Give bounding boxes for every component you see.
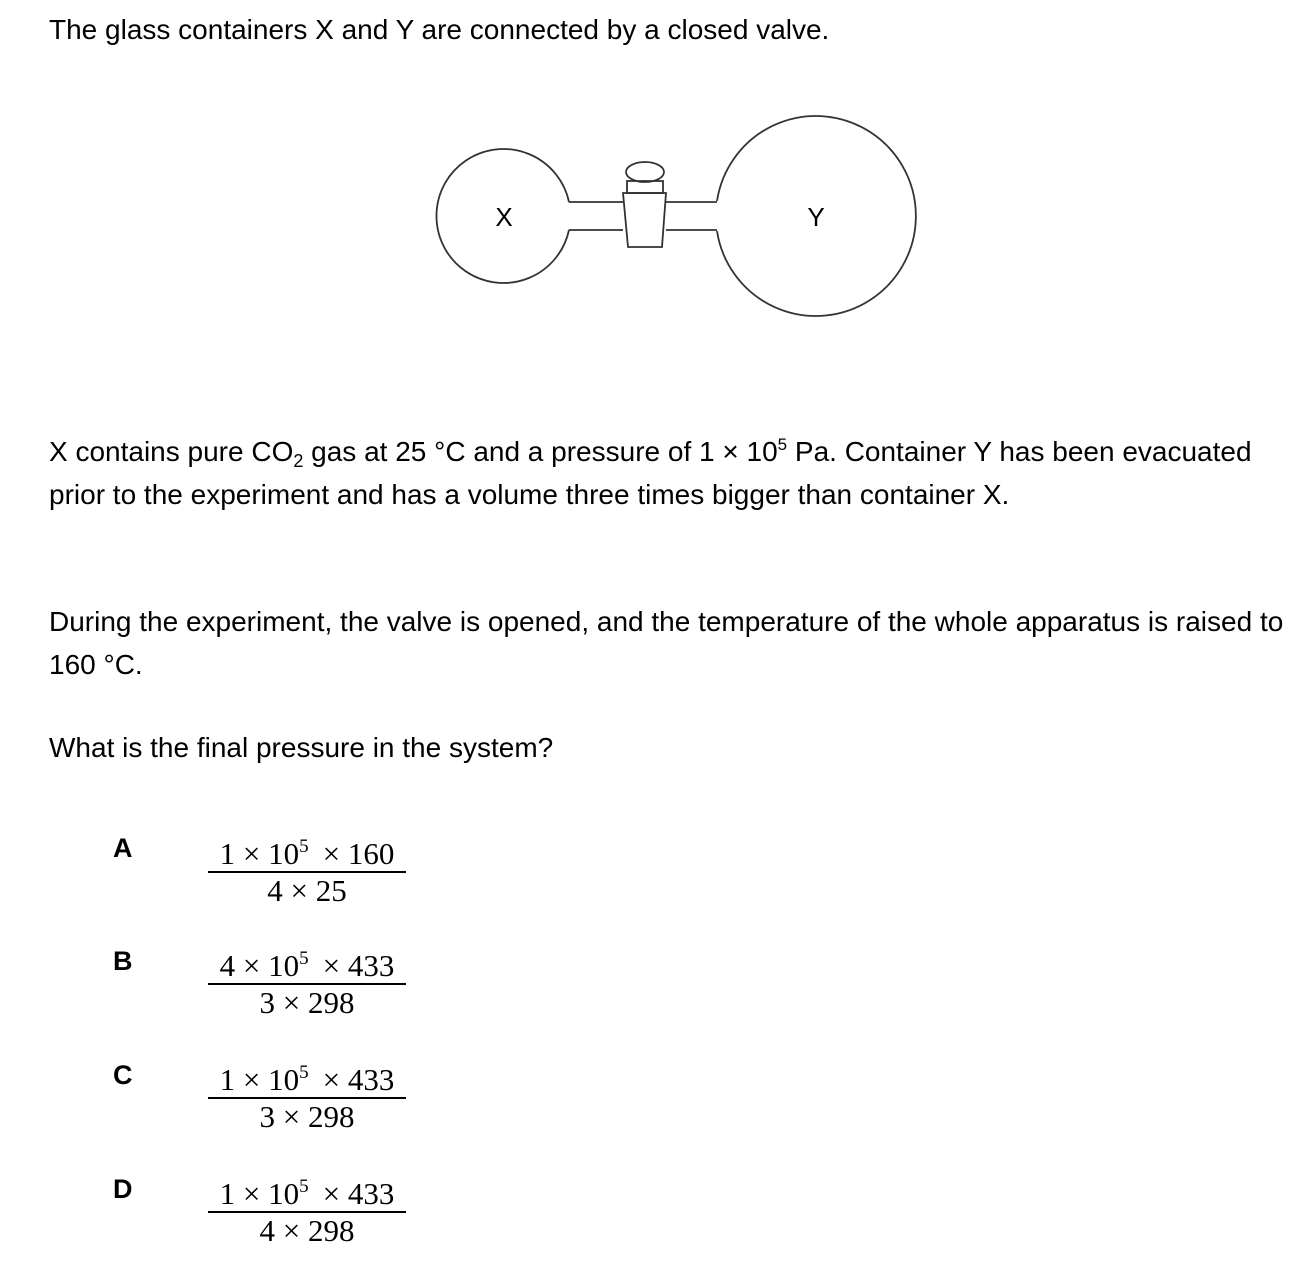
option-a-letter[interactable]: A (113, 833, 133, 863)
option-b-numerator: $4 \times 10^5 \times 433$ (208, 950, 406, 985)
option-c-fraction[interactable] (208, 1064, 406, 1135)
valve-knob (626, 162, 664, 182)
valve-body (623, 193, 666, 247)
option-d-numerator: $1 \times 10^5 \times 433$ (208, 1178, 406, 1213)
label-y: Y (807, 202, 825, 232)
option-d-letter[interactable]: D (113, 1174, 133, 1204)
option-a-denominator: 4 × 25 (267, 873, 347, 908)
option-c-numerator: $1 \times 10^5 \times 433$ (208, 1064, 406, 1099)
option-b-denominator: 3 × 298 (259, 985, 355, 1020)
option-a-fraction[interactable] (208, 838, 406, 909)
apparatus-diagram (430, 110, 920, 325)
option-b-fraction[interactable] (208, 950, 406, 1021)
option-d-denominator: 4 × 298 (259, 1213, 355, 1248)
option-b-letter[interactable]: B (113, 946, 133, 976)
question-text: What is the final pressure in the system? (49, 732, 554, 763)
option-c-letter[interactable]: C (113, 1060, 133, 1090)
experiment-text: During the experiment, the valve is opened, and the temperature of the whole apparatus is raised to 160 °C. (49, 606, 1284, 680)
option-c-denominator: 3 × 298 (259, 1099, 355, 1134)
conditions-text: X contains pure $CO_2$ gas at 25 °C and a pressure of $1 \times 10^5$ Pa. Container Y has been evacuated prior to the experiment and has a volume three times bigger than container X. (49, 435, 1252, 510)
intro-text: The glass containers X and Y are connected by a closed valve. (49, 14, 830, 45)
option-d-fraction[interactable] (208, 1178, 406, 1249)
label-x: X (495, 202, 513, 232)
option-a-numerator: $1 \times 10^5 \times 160$ (208, 838, 406, 873)
